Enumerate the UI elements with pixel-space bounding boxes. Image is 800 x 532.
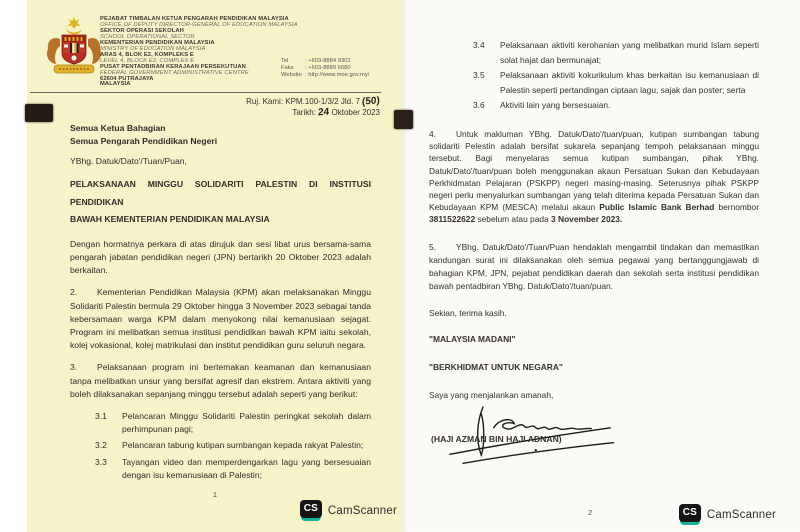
sign-off-line: Saya yang menjalankan amanah, xyxy=(429,390,554,401)
signature-block xyxy=(429,403,644,467)
letterhead-text xyxy=(100,17,298,88)
signatory-name: (HAJI AZMAN BIN HAJI ADNAN) xyxy=(431,434,562,445)
list-item xyxy=(95,456,371,482)
account-number: 3811522622 xyxy=(429,214,476,225)
item-text: Aktiviti lain yang bersesuaian. xyxy=(500,100,611,111)
list-item xyxy=(95,439,371,452)
paragraph-number: 2. xyxy=(70,287,78,298)
paragraph-1: Dengan hormatnya perkara di atas dirujuk dan sesi libat urus bersama-sama pengarah jabatan pendidikan negeri (JPN) bertarikh 20 Oktober 2023 adalah berkaitan. xyxy=(70,238,371,276)
camscanner-logo-icon: CS xyxy=(300,500,322,521)
date-value: Oktober 2023 xyxy=(331,108,380,117)
item-number: 3.2 xyxy=(95,440,107,451)
item-number: 3.5 xyxy=(473,70,485,81)
letter-body-page-2 xyxy=(429,38,759,467)
letterhead-line: SCHOOL OPERATIONAL SECTOR xyxy=(100,33,195,40)
letterhead-line: LEVEL 4, BLOCK E2, COMPLEX E xyxy=(100,57,195,64)
slogan-malaysia-madani: "MALAYSIA MADANI" xyxy=(429,333,516,344)
subject-title xyxy=(70,176,371,229)
subject-line-2: BAWAH KEMENTERIAN PENDIDIKAN MALAYSIA xyxy=(70,214,270,225)
paragraph-3 xyxy=(70,361,371,401)
salutation: YBhg. Datuk/Dato'/Tuan/Puan, xyxy=(70,156,187,166)
paragraph-text: YBhg. Datuk/Dato'/Tuan/Puan hendaklah mengambil tindakan dan memastikan kandungan surat ini dilaksanakan oleh semua pegawai yang bertanggungjawab di bahagian KPM, JPN, pejabat pendidikan daerah dan sekolah serta institusi pendidikan bawah pentadbiran YBhg. Datuk/Dato'/tuan/puan. xyxy=(429,241,759,291)
letter-body-page-1 xyxy=(70,122,371,485)
camscanner-watermark xyxy=(300,500,397,521)
letterhead-contact xyxy=(281,58,369,78)
letterhead-line: PUSAT PENTADBIRAN KERAJAAN PERSEKUTUAN xyxy=(100,63,246,70)
letterhead-line: MALAYSIA xyxy=(100,81,131,88)
paragraph-number: 4. xyxy=(429,128,436,139)
item-text: Pelaksanaan aktiviti kerohanian yang melibatkan murid Islam seperti solat hajat dan bermunajat; xyxy=(500,40,759,65)
paragraph-5 xyxy=(429,241,759,293)
item-text: Pelaksanaan aktiviti kokurikulum khas berkaitan isu kemanusiaan di Palestin seperti pertandingan ciptaan lagu, sajak dan poster; serta xyxy=(500,70,759,95)
list-item xyxy=(473,98,759,113)
letter-page-1 xyxy=(27,0,403,532)
paragraph-4: 4. Untuk makluman YBhg. Datuk/Dato'/tuan/puan, kutipan sumbangan tabung solidariti Pelestin adalah bersifat sukarela sepanjang tempoh pelaksanaan minggu tersebut. Bagi menyelaras semua kutipan sumbangan, pihak YBhg. Datuk/Dato'/tuan/puan boleh menggunakan akaun Persatuan Sukan dan Kebudayaan Perkhidmatan Pelajaran (PSKPP) negeri masing-masing. Seterusnya pihak PSKPP negeri perlu menyalurkan sumbangan yang telah diterima kepada Persatuan Sukan dan Kebudayaan KPM (MESCA) melalui akaun Public Islamic Bank Berhad bernombor 3811522622 sebelum atau pada 3 November 2023. xyxy=(429,128,759,225)
item-text: Tayangan video dan memperdengarkan lagu yang bersesuaian dengan isu kemanusiaan di Palestin; xyxy=(122,456,371,480)
ref-number: Ruj. Kami: KPM.100-1/3/2 Jld. 7 xyxy=(246,97,360,106)
item-number: 3.6 xyxy=(473,100,485,111)
item-text: Pelancaran Minggu Solidariti Palestin peringkat sekolah dalam perhimpunan pagi; xyxy=(122,410,371,435)
letterhead-line: OFFICE OF DEPUTY DIRECTOR-GENERAL OF EDUCATION MALAYSIA xyxy=(100,21,298,28)
recipient-line: Semua Ketua Bahagian xyxy=(70,123,166,133)
list-item xyxy=(473,68,759,97)
letterhead-line: ARAS 4, BLOK E2, KOMPLEKS E xyxy=(100,51,194,58)
closing-line: Sekian, terima kasih. xyxy=(429,307,507,318)
letterhead-line: MINISTRY OF EDUCATION MALAYSIA xyxy=(100,45,206,52)
list-item xyxy=(473,38,759,67)
item-number: 3.4 xyxy=(473,40,485,50)
paragraph-text: Untuk makluman YBhg. Datuk/Dato'/tuan/puan, kutipan sumbangan tabung solidariti Pelestin adalah bersifat sukarela sepanjang tempoh pelaksanaan minggu tersebut. Bagi menyelaras semua kutipan sumbangan, pihak YBhg. Datuk/Dato'/tuan/puan boleh menggunakan akaun Persatuan Sukan dan Kebudayaan Perkhidmatan Pelajaran (PSKPP) negeri masing-masing. Seterusnya pihak PSKPP negeri perlu menyalurkan sumbangan yang telah diterima kepada Persatuan Sukan dan Kebudayaan KPM (MESCA) melalui akaun xyxy=(429,128,759,213)
paragraph-text: Kementerian Pendidikan Malaysia (KPM) akan melaksanakan Minggu Solidariti Palestin bermula 29 Oktober hingga 3 November 2023 sebagai tanda kebersamaan warga KPM dalam menyokong nilai kemanusiaan sejagat. Program ini melibatkan semua institusi pendidikan bawah KPM iaitu sekolah, kolej vokasional, kolej matrikulasi dan institut pendidikan guru seluruh negara. xyxy=(70,287,371,351)
letterhead-line: SEKTOR OPERASI SEKOLAH xyxy=(100,27,184,34)
malaysia-coat-of-arms-icon xyxy=(43,15,105,83)
website-label: Website xyxy=(281,71,302,78)
tel-label: Tel xyxy=(281,58,289,64)
item-number: 3.1 xyxy=(95,410,107,421)
paragraph-number: 3. xyxy=(70,362,78,373)
paragraph-2 xyxy=(70,286,371,352)
camscanner-label: CamScanner xyxy=(327,504,397,517)
reference-block xyxy=(246,96,380,118)
bank-name: Public Islamic Bank Berhad xyxy=(599,202,715,213)
redaction-mark xyxy=(25,104,53,122)
recipients xyxy=(70,122,371,147)
letterhead-line: 62604 PUTRAJAYA xyxy=(100,75,154,82)
letter-page-2 xyxy=(403,0,800,532)
deadline-date: 3 November 2023. xyxy=(551,214,623,225)
page-number: 1 xyxy=(212,490,218,499)
letterhead-divider xyxy=(30,92,381,93)
letterhead-line: FEDERAL GOVERNMENT ADMINISTRATIVE CENTRE xyxy=(100,69,249,76)
camscanner-logo-icon: CS xyxy=(679,504,701,525)
slogan-berkhidmat: "BERKHIDMAT UNTUK NEGARA" xyxy=(429,362,563,372)
camscanner-label: CamScanner xyxy=(706,508,776,521)
letterhead-line: PEJABAT TIMBALAN KETUA PENGARAH PENDIDIKAN MALAYSIA xyxy=(100,16,289,22)
faks-value: : +603-8889 6680 xyxy=(305,64,351,71)
paragraph-number: 5. xyxy=(429,241,436,252)
letterhead-line: KEMENTERIAN PENDIDIKAN MALAYSIA xyxy=(100,39,215,46)
ref-number-handwritten: (50) xyxy=(362,95,381,108)
item-text: Pelancaran tabung kutipan sumbangan kepada rakyat Palestin; xyxy=(122,440,364,451)
recipient-line: Semua Pengarah Pendidikan Negeri xyxy=(70,135,218,146)
tel-value: : +603-8884 9302 xyxy=(305,58,351,64)
subject-line-1: PELAKSANAAN MINGGU SOLIDARITI PALESTIN DI INSTITUSI PENDIDIKAN xyxy=(70,179,371,207)
page-number: 2 xyxy=(588,508,593,517)
website-value: : http://www.moe.gov.my/ xyxy=(305,71,370,78)
paragraph-text: Pelaksanaan program ini bertemakan keamanan dan kemanusiaan tanpa melibatkan unsur yang bersifat agresif dan ekstrem. Antara aktiviti yang boleh dilaksanakan sepanjang minggu tersebut adalah seperti yang berikut: xyxy=(70,362,371,399)
activity-list xyxy=(70,410,371,482)
camscanner-watermark xyxy=(679,504,776,525)
list-item xyxy=(95,410,371,436)
date-label: Tarikh: xyxy=(292,108,316,117)
faks-label: Faks xyxy=(281,64,294,71)
redaction-mark xyxy=(394,110,413,129)
activity-list-continued xyxy=(429,38,759,113)
date-day-handwritten: 24 xyxy=(317,106,330,119)
item-number: 3.3 xyxy=(95,456,107,467)
